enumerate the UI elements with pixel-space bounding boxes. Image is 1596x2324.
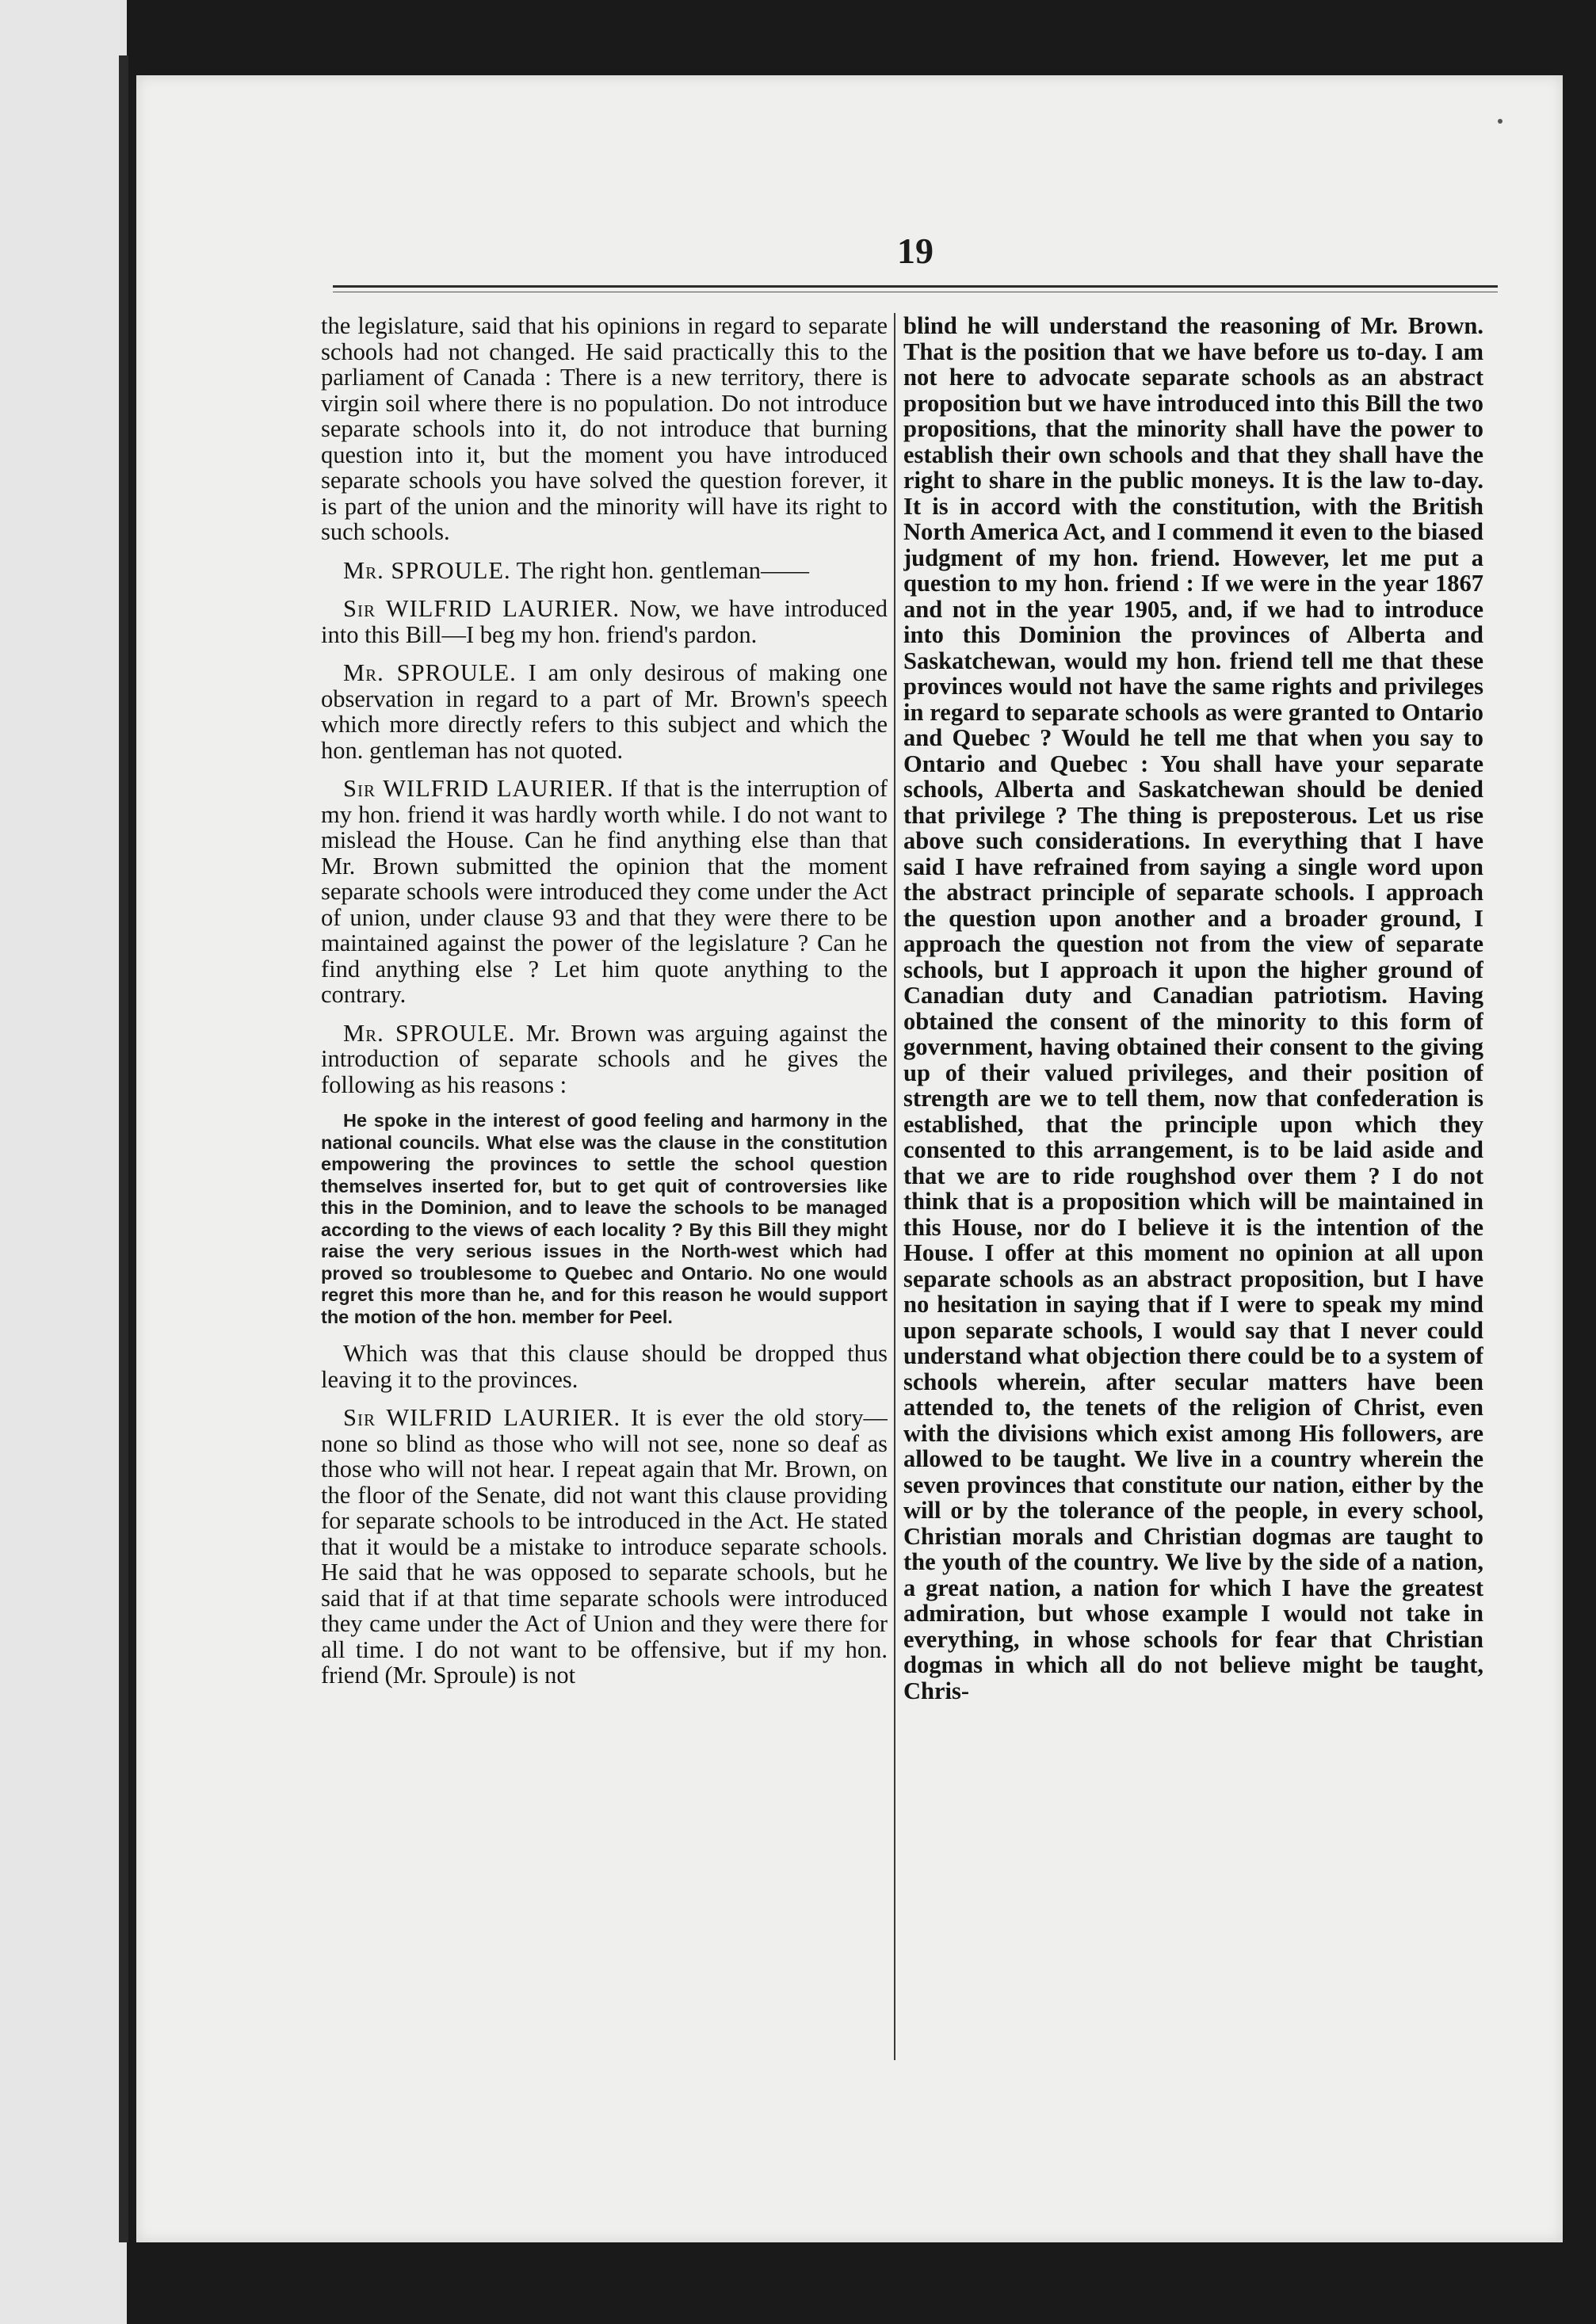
right-column [903, 313, 1483, 2056]
binding-shadow [119, 55, 128, 2242]
paragraph: the legislature, said that his opinions in regard to separate schools had not changed. He said practically this to the parliament of Canada : There is a new territory, there is virgin soil where there is no population. Do not introduce separate schools into it, do not introduce that burning question into it, but the moment you have introduced separate schools you have solved the question forever, it is part of the union and the minority will have its right to such schools. [321, 313, 888, 545]
column-divider [894, 313, 895, 2060]
paragraph: blind he will understand the reasoning of Mr. Brown. That is the position that we have before us to-day. I am not here to advocate separate schools as an abstract proposition but we have introduced into this Bill the two propositions, that the minority shall have the power to establish their own schools and that they shall have the right to share in the public moneys. It is the law to-day. It is in accord with the constitution, with the British North America Act, and I commend it even to the biased judgment of my hon. friend. However, let me put a question to my hon. friend : If we were in the year 1867 and not in the year 1905, and, if we had to introduce into this Dominion the provinces of Alberta and Saskatchewan, would my hon. friend tell me that these provinces would not have the same rights and privileges in regard to separate schools as were granted to Ontario and Quebec ? Would he tell me that when you say to Ontario and Quebec : You shall have your separate schools, Alberta and Saskatchewan should be denied that privilege ? The thing is preposterous. Let us rise above such considerations. In everything that I have said I have refrained from saying a single word upon the abstract principle of separate schools. I approach the question upon another and a broader ground, I approach the question not from the view of separate schools, but I approach it upon the higher ground of Canadian duty and Canadian patriotism. Having obtained the consent of the minority to this form of government, having obtained their consent to the giving up of their valued privileges, and their position of strength are we to tell them, now that confederation is established, that the principle upon which they consented to this arrangement, is to be laid aside and that we are to ride roughshod over them ? I do not think that is a proposition which will be maintained in this House, nor do I believe it is the intention of the House. I offer at this moment no opinion at all upon separate schools as an abstract proposition, but I have no hesitation in saying that if I were to speak my mind upon separate schools, I would say that I never could understand what objection there could be to a system of schools wherein, after secular matters have been attended to, the tenets of the religion of Christ, even with the divisions which exist among His followers, are allowed to be taught. We live in a country wherein the seven provinces that constitute our nation, either by the will or by the tolerance of the people, in every school, Christian morals and Christian dogmas are taught to the youth of the country. We live by the side of a nation, a great nation, a nation for which I have the greatest admiration, but whose example I would not take in everything, in whose schools for fear that Christian dogmas in which all do not believe might be taught, Chris- [903, 313, 1483, 1704]
page-number: 19 [897, 231, 934, 271]
speaker-name: Mr. SPROULE. [343, 556, 511, 584]
paragraph: Mr. SPROULE. The right hon. gentleman—— [343, 556, 809, 584]
paragraph: Which was that this clause should be dropped thus leaving it to the provinces. [321, 1340, 888, 1393]
speaker-name: Mr. SPROULE. [343, 1019, 516, 1047]
paragraph: Sir WILFRID LAURIER. It is ever the old story—none so blind as those who will not see, none so deaf as those who will not hear. I repeat again that Mr. Brown, on the floor of the Senate, did not want this clause providing for separate schools to be introduced in the Act. He stated that it would be a mistake to introduce separate schools. He said that he was opposed to separate schools, but he said that if at that time separate schools were introduced they came under the Act of Union and they were there for all time. I do not want to be offensive, but if my hon. friend (Mr. Sproule) is not [321, 1404, 888, 1689]
header-rule [333, 285, 1498, 288]
paragraph: Sir WILFRID LAURIER. Now, we have introduced into this Bill—I beg my hon. friend's pardon. [321, 595, 888, 648]
speaker-name: Sir WILFRID LAURIER. [343, 775, 614, 802]
paragraph: Mr. SPROULE. Mr. Brown was arguing against the introduction of separate schools and he gives the following as his reasons : [321, 1019, 888, 1098]
previous-page-edge [0, 0, 127, 2324]
paragraph: Mr. SPROULE. I am only desirous of making one observation in regard to a part of Mr. Brown's speech which more directly refers to this subject and which the hon. gentleman has not quoted. [321, 659, 888, 764]
left-column [321, 313, 888, 2056]
paragraph: Sir WILFRID LAURIER. If that is the interruption of my hon. friend it was hardly worth while. I do not want to mislead the House. Can he find anything else than that Mr. Brown submitted the opinion that the moment separate schools were introduced they come under the Act of union, under clause 93 and that they were there to be maintained against the power of the legislature ? Can he find anything else ? Let him quote anything to the contrary. [321, 775, 888, 1008]
block-quote: He spoke in the interest of good feeling and harmony in the national councils. What else was the clause in the constitution empowering the provinces to settle the school question themselves inserted for, but to get quit of controversies like this in the Dominion, and to leave the schools to be managed according to the views of each locality ? By this Bill they might raise the very serious issues in the North-west which had proved so troublesome to Quebec and Ontario. No one would regret this more than he, and for this reason he would support the motion of the hon. member for Peel. [321, 1110, 888, 1327]
page-speck [1498, 119, 1502, 124]
speaker-name: Sir WILFRID LAURIER. [343, 1404, 621, 1431]
speaker-name: Sir WILFRID LAURIER. [343, 595, 620, 622]
speaker-name: Mr. SPROULE. [343, 659, 517, 686]
